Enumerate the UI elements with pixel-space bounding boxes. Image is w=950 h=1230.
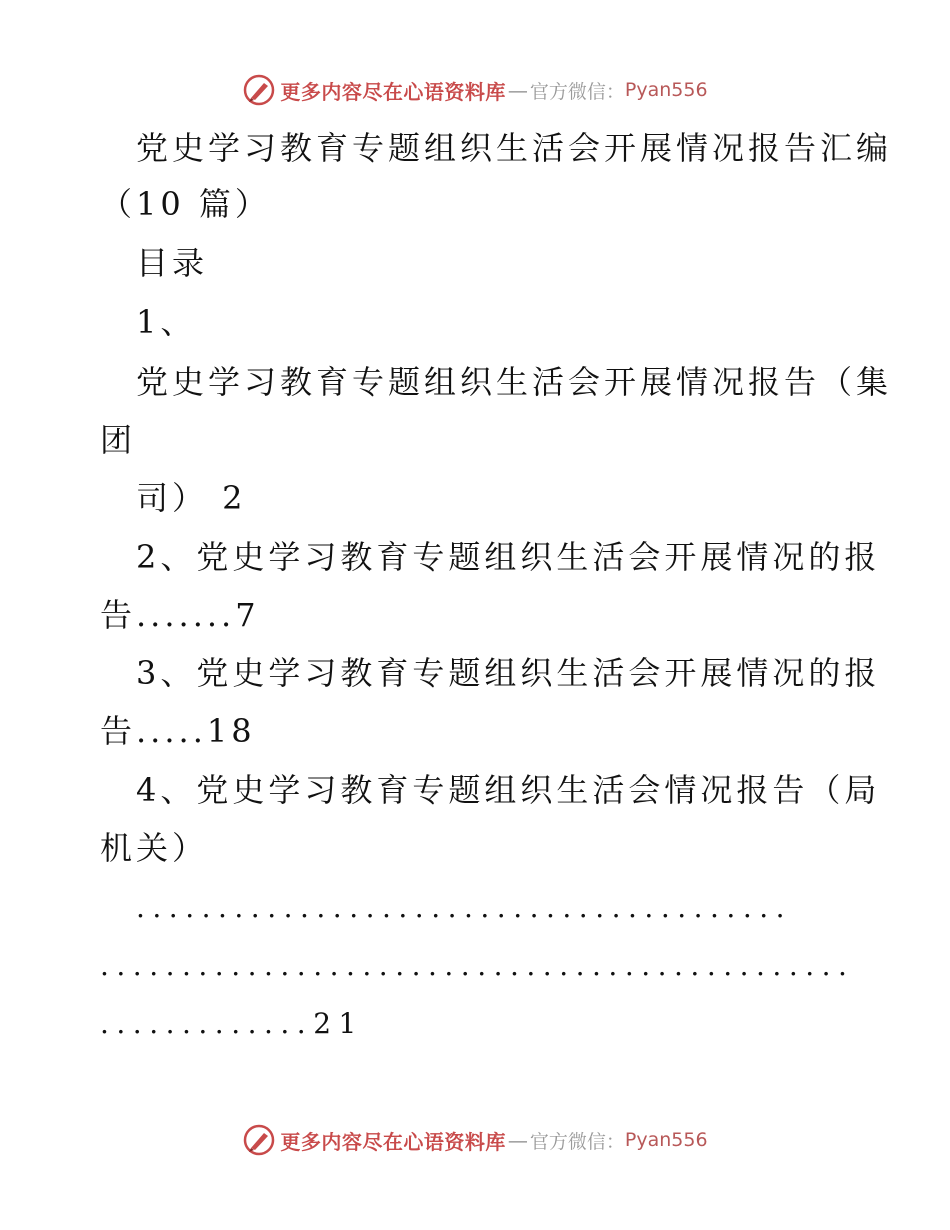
toc-item4-leader-line2: ..............................................: [100, 949, 855, 982]
banner-separator: —: [507, 1128, 528, 1152]
banner-slogan: 更多内容尽在心语资料库: [280, 79, 506, 104]
banner-wechat-label: 官方微信：: [529, 1130, 625, 1153]
toc-item3-line1: 3、党史学习教育专题组织生活会开展情况的报: [136, 654, 881, 692]
pen-logo-icon: [242, 73, 276, 107]
document-title-line2: （10 篇）: [100, 185, 271, 223]
toc-heading: 目录: [136, 244, 209, 282]
toc-item1-line3: 司） 2: [136, 479, 247, 517]
footer-banner: [0, 1120, 950, 1160]
toc-item1-line2: 团: [100, 421, 137, 459]
banner-slogan: 更多内容尽在心语资料库: [280, 1129, 506, 1154]
toc-item2-line2: 告.......7: [100, 596, 260, 634]
toc-item2-line1: 2、党史学习教育专题组织生活会开展情况的报: [136, 538, 881, 576]
banner-wechat-id: Pyan556: [624, 79, 708, 101]
banner-wechat-label: 官方微信：: [529, 80, 625, 103]
toc-item4-leader-line3: .............21: [100, 1007, 364, 1040]
toc-item3-line2: 告.....18: [100, 712, 256, 750]
toc-item1-line1: 党史学习教育专题组织生活会开展情况报告（集: [136, 363, 893, 401]
document-title-line1: 党史学习教育专题组织生活会开展情况报告汇编: [136, 129, 893, 167]
header-banner: [0, 70, 950, 110]
toc-item4-line2: 机关）: [100, 829, 209, 867]
pen-logo-icon: [242, 1123, 276, 1157]
banner-separator: —: [507, 78, 528, 102]
toc-item4-line1: 4、党史学习教育专题组织生活会情况报告（局: [136, 771, 881, 809]
toc-item4-leader-line1: ........................................: [136, 891, 793, 924]
toc-item1-number: 1、: [136, 303, 197, 341]
banner-wechat-id: Pyan556: [624, 1129, 708, 1151]
